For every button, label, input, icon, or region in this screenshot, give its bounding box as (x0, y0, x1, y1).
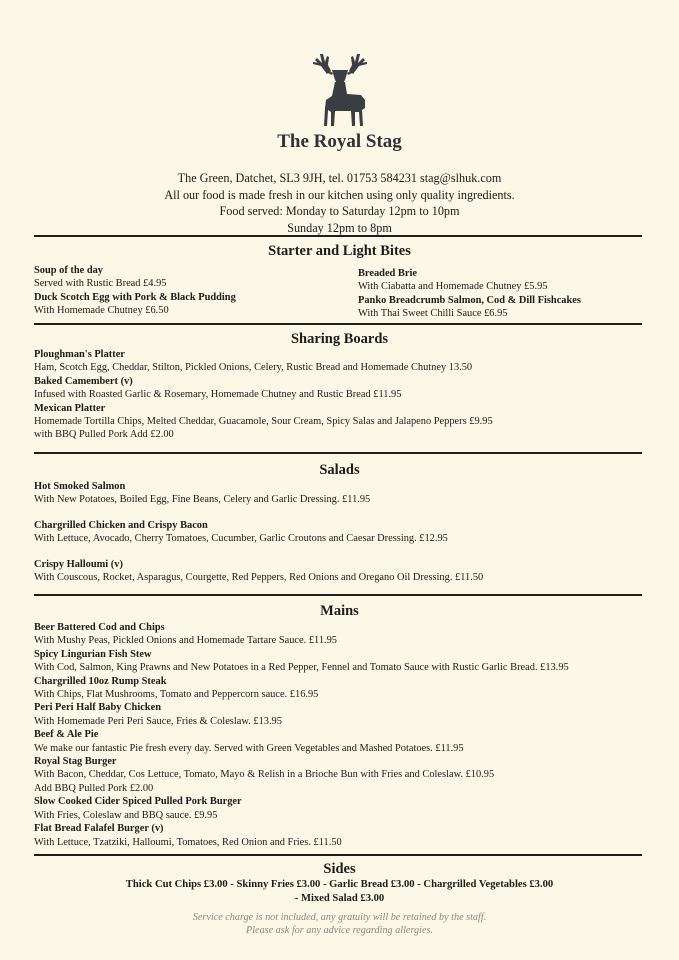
item-name: Hot Smoked Salmon (34, 481, 126, 492)
sides-line: Thick Cut Chips £3.00 - Skinny Fries £3.00 - Garlic Bread £3.00 - Chargrilled Vegetables £3.00 (125, 879, 554, 890)
item-extra: with BBQ Pulled Pork Add £2.00 (34, 429, 174, 441)
section-title-salads: Salads (319, 462, 360, 478)
address: The Green, Datchet, SL3 9JH, tel. 01753 584231 stag@slhuk.com (177, 171, 502, 185)
item-desc: Ham, Scotch Egg, Cheddar, Stilton, Pickled Onions, Celery, Rustic Bread and Homemade Chutney 13.50 (34, 362, 473, 374)
item-name: Flat Bread Falafel Burger (v) (34, 823, 164, 835)
item-desc: Infused with Roasted Garlic & Rosemary, Homemade Chutney and Rustic Bread £11.95 (34, 389, 402, 401)
divider (34, 452, 642, 454)
item-extra: Add BBQ Pulled Pork £2.00 (34, 782, 154, 794)
divider (34, 235, 642, 237)
restaurant-title: The Royal Stag (277, 131, 402, 152)
contact-info (0, 170, 679, 236)
sides-list (0, 878, 679, 906)
section-title-sharing: Sharing Boards (290, 331, 389, 347)
item-name: Royal Stag Burger (34, 756, 117, 768)
item-desc: With Chips, Flat Mushrooms, Tomato and Peppercorn sauce. £16.95 (34, 689, 319, 701)
item-name: Chargrilled 10oz Rump Steak (34, 675, 167, 687)
section-title-sides: Sides (323, 861, 356, 877)
item-desc: With Homemade Peri Peri Sauce, Fries & Coleslaw. £13.95 (34, 715, 282, 727)
divider (34, 323, 642, 325)
item-desc: With Ciabatta and Homemade Chutney £5.95 (358, 281, 548, 293)
menu-item (34, 264, 236, 318)
menu-item (34, 519, 448, 546)
item-desc: With Lettuce, Tzatziki, Halloumi, Tomatoes, Red Onion and Fries. £11.50 (34, 836, 342, 848)
item-desc: With Homemade Chutney £6.50 (34, 305, 169, 317)
item-desc: With Couscous, Rocket, Asparagus, Courgette, Red Peppers, Red Onions and Oregano Oil Dressing. £11.50 (34, 572, 484, 584)
menu-section-mains (34, 621, 569, 849)
menu-item (34, 558, 483, 585)
item-desc: Served with Rustic Bread £4.95 (34, 278, 167, 290)
item-desc: With Fries, Coleslaw and BBQ sauce. £9.95 (34, 809, 218, 821)
item-name: Breaded Brie (358, 268, 417, 279)
footer-note (0, 911, 679, 937)
item-name: Panko Breadcrumb Salmon, Cod & Dill Fishcakes (358, 294, 581, 306)
item-name: Beef & Ale Pie (34, 729, 99, 741)
item-name: Baked Camembert (v) (34, 375, 133, 387)
item-name: Crispy Halloumi (v) (34, 559, 123, 570)
section-title-starters: Starter and Light Bites (268, 243, 411, 259)
stag-icon (305, 44, 375, 126)
menu-item (34, 480, 370, 507)
item-name: Chargrilled Chicken and Crispy Bacon (34, 520, 208, 531)
service-charge-note: Service charge is not included, any gratuity will be retained by the staff. (192, 912, 487, 923)
menu-item (358, 267, 581, 321)
item-name: Soup of the day (34, 265, 104, 276)
sides-line: - Mixed Salad £3.00 (294, 893, 385, 904)
item-desc: With Bacon, Cheddar, Cos Lettuce, Tomato, Mayo & Relish in a Brioche Bun with Fries and Coleslaw. £10.95 (34, 769, 495, 781)
item-desc: With New Potatoes, Boiled Egg, Fine Beans, Celery and Garlic Dressing. £11.95 (34, 494, 371, 506)
opening-hours: Food served: Monday to Saturday 12pm to 10pm (219, 204, 460, 218)
item-desc: With Lettuce, Avocado, Cherry Tomatoes, Cucumber, Garlic Croutons and Caesar Dressing. £12.95 (34, 533, 448, 545)
item-desc: We make our fantastic Pie fresh every day. Served with Green Vegetables and Mashed Potatoes. £11.95 (34, 742, 464, 754)
item-desc: With Mushy Peas, Pickled Onions and Homemade Tartare Sauce. £11.95 (34, 635, 338, 647)
item-name: Spicy Lingurian Fish Stew (34, 648, 152, 660)
item-name: Slow Cooked Cider Spiced Pulled Pork Burger (34, 796, 242, 808)
opening-hours-sunday: Sunday 12pm to 8pm (287, 220, 392, 235)
item-desc: With Cod, Salmon, King Prawns and New Potatoes in a Red Pepper, Fennel and Tomato Sauce with Rustic Garlic Bread. £13.95 (34, 662, 569, 674)
item-desc: Homemade Tortilla Chips, Melted Cheddar, Guacamole, Sour Cream, Spicy Salas and Jalapeno Peppers £9.95 (34, 416, 493, 428)
item-name: Ploughman's Platter (34, 349, 125, 360)
item-name: Duck Scotch Egg with Pork & Black Pudding (34, 291, 236, 303)
menu-section-sharing (34, 348, 493, 442)
item-name: Peri Peri Half Baby Chicken (34, 702, 161, 714)
section-title-mains: Mains (320, 603, 359, 619)
item-desc: With Thai Sweet Chilli Sauce £6.95 (358, 308, 508, 320)
item-name: Mexican Platter (34, 402, 106, 414)
allergy-note: Please ask for any advice regarding allergies. (245, 925, 433, 936)
divider (34, 854, 642, 856)
divider (34, 594, 642, 596)
item-name: Beer Battered Cod and Chips (34, 622, 165, 633)
tagline: All our food is made fresh in our kitchen using only quality ingredients. (164, 187, 515, 202)
